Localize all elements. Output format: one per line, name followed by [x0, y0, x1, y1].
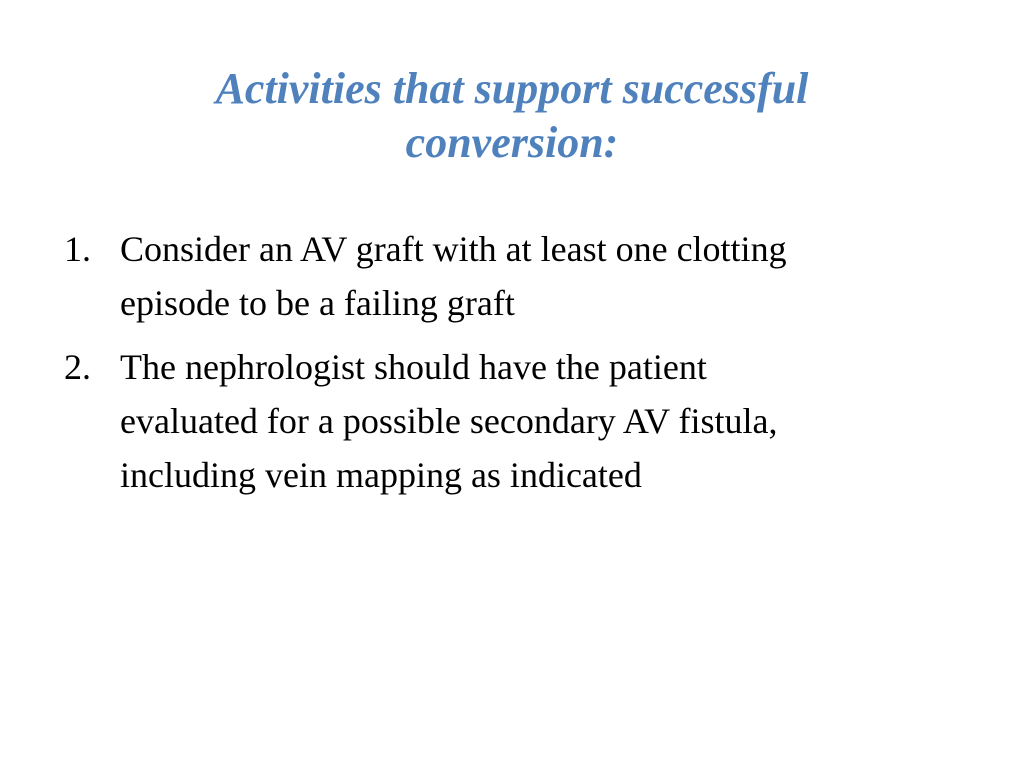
list-item-text-line: Consider an AV graft with at least one clotting	[120, 229, 787, 269]
list-item-number: 1.	[64, 229, 91, 269]
list-item-2	[64, 340, 984, 502]
list-item-number: 2.	[64, 347, 91, 387]
slide-title-line-2: conversion:	[405, 118, 619, 167]
list-item-1	[64, 222, 984, 330]
numbered-list	[64, 222, 984, 512]
list-item-text-line: episode to be a failing graft	[120, 283, 515, 323]
list-item-text-line: including vein mapping as indicated	[120, 455, 642, 495]
list-item-text-line: The nephrologist should have the patient	[120, 347, 707, 387]
slide-title	[60, 62, 964, 170]
list-item-text-line: evaluated for a possible secondary AV fistula,	[120, 401, 778, 441]
slide-title-line-1: Activities that support successful	[215, 64, 809, 113]
